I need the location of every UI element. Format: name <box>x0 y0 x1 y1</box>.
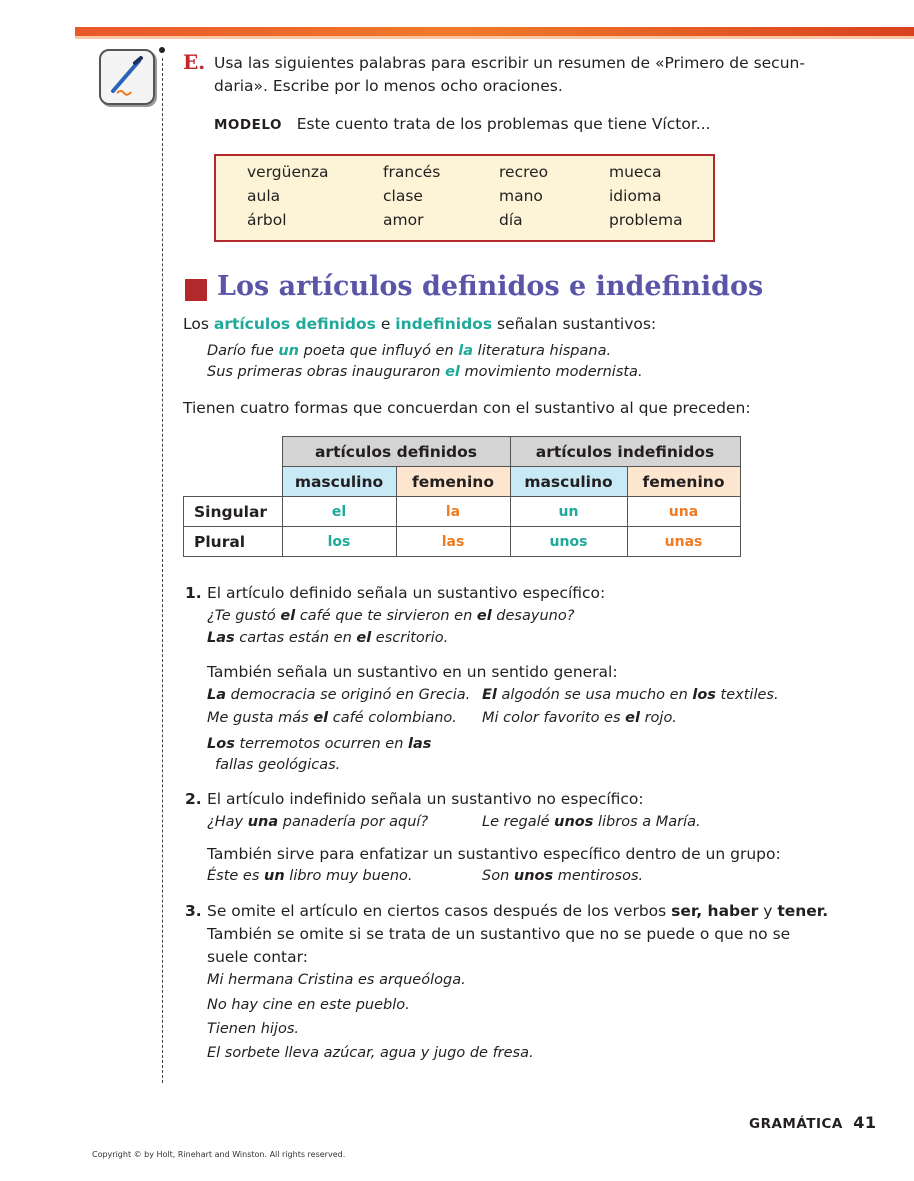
table-cell: una <box>627 497 740 527</box>
rule3-example: Tienen hijos. <box>207 1021 299 1037</box>
rule2-example: Éste es un libro muy bueno. <box>207 868 413 884</box>
rule-number: 1. <box>185 584 202 602</box>
highlight-definidos: artículos definidos <box>213 315 376 333</box>
rule1-general-example: Mi color favorito es el rojo. <box>482 710 677 726</box>
rule3-text-line2: También se omite si se trata de un sustantivo que no se puede o que no se <box>207 925 791 943</box>
table-cell: la <box>396 497 510 527</box>
word-bank-word: mano <box>499 187 543 205</box>
word-bank-word: francés <box>383 163 441 181</box>
rule3-text: Se omite el artículo en ciertos casos después de los verbos ser, haber y tener. <box>207 902 829 920</box>
rule1-general: También señala un sustantivo en un sentido general: <box>207 663 618 681</box>
rule1-general-example: El algodón se usa mucho en los textiles. <box>482 687 779 703</box>
word-bank-word: árbol <box>247 211 287 229</box>
exercise-letter: E. <box>183 50 206 74</box>
word-bank-word: idioma <box>609 187 662 205</box>
table-cell: un <box>510 497 627 527</box>
rule1-text: El artículo definido señala un sustantivo específico: <box>207 584 606 602</box>
exercise-instruction-line1: Usa las siguientes palabras para escribir un resumen de «Primero de secun- <box>214 54 805 72</box>
table-cell: unas <box>627 527 740 557</box>
margin-dashed-line <box>162 58 163 1083</box>
header-definidos: artículos definidos <box>282 437 510 467</box>
articles-table <box>183 436 741 557</box>
top-bar-shadow <box>75 36 914 39</box>
intro-example-2: Sus primeras obras inauguraron el movimiento modernista. <box>207 364 643 380</box>
header-masculino: masculino <box>282 467 396 497</box>
header-indefinidos: artículos indefinidos <box>510 437 740 467</box>
rule3-example: Mi hermana Cristina es arqueóloga. <box>207 972 466 988</box>
table-cell: el <box>282 497 396 527</box>
word-bank-word: recreo <box>499 163 549 181</box>
word-bank-word: mueca <box>609 163 662 181</box>
rule1-general-example: La democracia se originó en Grecia. <box>207 687 471 703</box>
table-row <box>184 497 741 527</box>
header-femenino: femenino <box>627 467 740 497</box>
pen-writing-icon <box>105 55 149 99</box>
rule2-example: Le regalé unos libros a María. <box>482 814 701 830</box>
rule1-example: Las cartas están en el escritorio. <box>207 630 449 646</box>
exercise-instruction-line2: daria». Escribe por lo menos ocho oraciones. <box>214 77 563 95</box>
table-cell: las <box>396 527 510 557</box>
footer-section-name: GRAMÁTICA <box>749 1116 843 1132</box>
rule-number: 2. <box>185 790 202 808</box>
rule2-emphasis: También sirve para enfatizar un sustantivo específico dentro de un grupo: <box>207 845 781 863</box>
rule2-text: El artículo indefinido señala un sustantivo no específico: <box>207 790 644 808</box>
rule1-example: ¿Te gustó el café que te sirvieron en el desayuno? <box>207 608 575 624</box>
forms-text: Tienen cuatro formas que concuerdan con el sustantivo al que preceden: <box>183 399 751 417</box>
rule3-example: No hay cine en este pueblo. <box>207 997 410 1013</box>
intro-example-1: Darío fue un poeta que influyó en la literatura hispana. <box>207 343 612 359</box>
word-bank-word: vergüenza <box>247 163 329 181</box>
rule1-general-example-cont: fallas geológicas. <box>215 757 341 773</box>
rule1-general-example: Me gusta más el café colombiano. <box>207 710 457 726</box>
table-cell: unos <box>510 527 627 557</box>
page-footer <box>749 1113 877 1132</box>
word-bank-word: aula <box>247 187 281 205</box>
rule2-example: Son unos mentirosos. <box>482 868 644 884</box>
rule3-text-line3: suele contar: <box>207 948 308 966</box>
rule1-general-example: Los terremotos ocurren en las <box>207 736 432 752</box>
writing-icon-box <box>99 49 155 105</box>
section-intro: Los artículos definidos e indefinidos señalan sustantivos: <box>183 315 657 333</box>
copyright-notice: Copyright © by Holt, Rinehart and Winston. All rights reserved. <box>92 1150 346 1159</box>
page-number: 41 <box>853 1113 877 1132</box>
bullet-dot <box>159 47 165 53</box>
word-bank-word: problema <box>609 211 683 229</box>
rule-number: 3. <box>185 902 202 920</box>
heading-square-marker <box>185 279 207 301</box>
word-bank-box <box>214 154 715 242</box>
modelo-line <box>214 114 711 136</box>
word-bank-word: clase <box>383 187 423 205</box>
rule2-example: ¿Hay una panadería por aquí? <box>207 814 429 830</box>
word-bank-word: día <box>499 211 523 229</box>
word-bank-word: amor <box>383 211 424 229</box>
header-masculino: masculino <box>510 467 627 497</box>
table-row <box>184 527 741 557</box>
table-cell: los <box>282 527 396 557</box>
modelo-text: Este cuento trata de los problemas que tiene Víctor... <box>296 115 711 133</box>
modelo-label: MODELO <box>214 117 282 133</box>
highlight-indefinidos: indefinidos <box>395 315 493 333</box>
rule3-example: El sorbete lleva azúcar, agua y jugo de fresa. <box>207 1045 534 1061</box>
section-title: Los artículos definidos e indefinidos <box>217 271 764 302</box>
row-label-plural: Plural <box>184 527 283 557</box>
header-femenino: femenino <box>396 467 510 497</box>
top-color-bar <box>75 27 914 36</box>
row-label-singular: Singular <box>184 497 283 527</box>
